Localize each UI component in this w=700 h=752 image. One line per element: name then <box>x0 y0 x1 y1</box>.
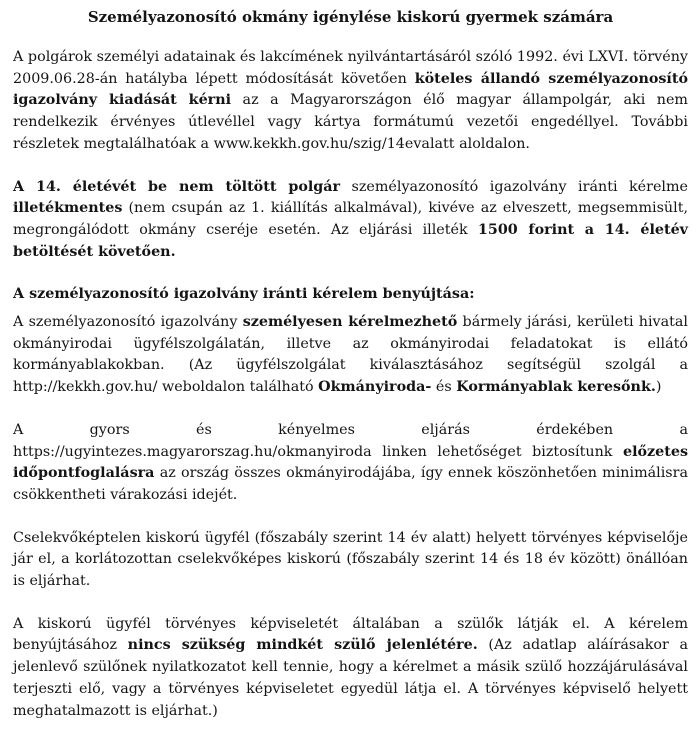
emphasis: Okmányiroda- <box>318 379 432 396</box>
text: bármely járási, kerületi hivatal okmányirodai ügyfélszolgálatán, illetve az okmányirodai feladatokat is ellátó kormányablakokban. (Az ügyfélszolgálat kiválasztásához segítségül szolgál a http://kekkh.gov.hu/ weboldalon található <box>13 314 688 396</box>
emphasis: Kormányablak keresőnk. <box>456 379 656 396</box>
text: A gyors és kényelmes eljárás érdekében a <box>13 421 688 438</box>
paragraph-appointment <box>13 420 688 507</box>
paragraph-submission <box>13 312 688 399</box>
emphasis: nincs szükség mindkét szülő jelenlétére. <box>127 637 478 654</box>
section-heading: A személyazonosító igazolvány iránti kérelem benyújtása: <box>13 286 475 303</box>
text: aloldalon. <box>454 135 530 152</box>
text: személyazonosító igazolvány iránti kérelme <box>340 178 688 195</box>
text: (nem csupán az 1. kiállítás alkalmával), kivéve az elveszett, megsemmisült, megrongálódott okmány cseréje esetén. Az eljárási illeték <box>13 200 688 238</box>
paragraph-representation <box>13 614 688 723</box>
text: az a Magyarországon élő magyar állampolgár, aki nem rendelkezik érvényes útlevéllel vagy kártya formátumú vezetői engedéllyel. További részletek megtalálhatóak a <box>13 92 688 152</box>
kekkh-link[interactable]: www.kekkh.gov.hu/szig/14evalatt <box>213 135 455 152</box>
emphasis: A 14. életévét be nem töltött polgár <box>13 178 341 195</box>
emphasis: 1500 forint a 14. életév betöltését követően. <box>13 221 688 260</box>
document-title: Személyazonosító okmány igénylése kiskorú gyermek számára <box>87 8 614 26</box>
paragraph-legal-requirement <box>13 47 688 156</box>
emphasis: illetékmentes <box>13 200 123 217</box>
text: A kiskorú ügyfél törvényes képviseletét általában a szülők látják el. A kérelem benyújtásához <box>13 615 688 654</box>
paragraph-capacity: Cselekvőképtelen kiskorú ügyfél (főszabály szerint 14 év alatt) helyett törvényes képviselője jár el, a korlátozottan cselekvőképes kiskorú (főszabály szerint 14 és 18 év között) önállóan is eljárhat. <box>13 529 688 590</box>
text: ) <box>655 379 662 396</box>
paragraph-fee <box>13 177 688 264</box>
emphasis: köteles állandó személyazonosító igazolvány kiadását kérni <box>13 70 688 109</box>
text: (Az adatlap aláírásakor a jelenlevő szülőnek nyilatkozatot kell tennie, hogy a kérelmet a másik szülő hozzájárulásával terjeszti elő, vagy a törvényes képviseletet egyedül látja el. A törvényes képviselő helyett meghatalmazott is eljárhat.) <box>13 637 688 719</box>
text: A személyazonosító igazolvány <box>13 314 243 331</box>
emphasis: előzetes időpontfoglalásra <box>13 443 688 482</box>
text: az ország összes okmányirodájába, így ennek köszönhetően minimálisra csökkentheti várakozási idejét. <box>13 465 688 503</box>
appointment-link-text[interactable]: https://ugyintezes.magyarorszag.hu/okmanyiroda linken lehetőséget biztosítunk <box>13 443 623 460</box>
text: és <box>431 379 457 396</box>
emphasis: személyesen kérelmezhető <box>242 314 458 331</box>
text: A polgárok személyi adatainak és lakcímének nyilvántartásáról szóló 1992. évi LXVI. törvény 2009.06.28-án hatályba lépett módosítását követően <box>13 49 688 87</box>
